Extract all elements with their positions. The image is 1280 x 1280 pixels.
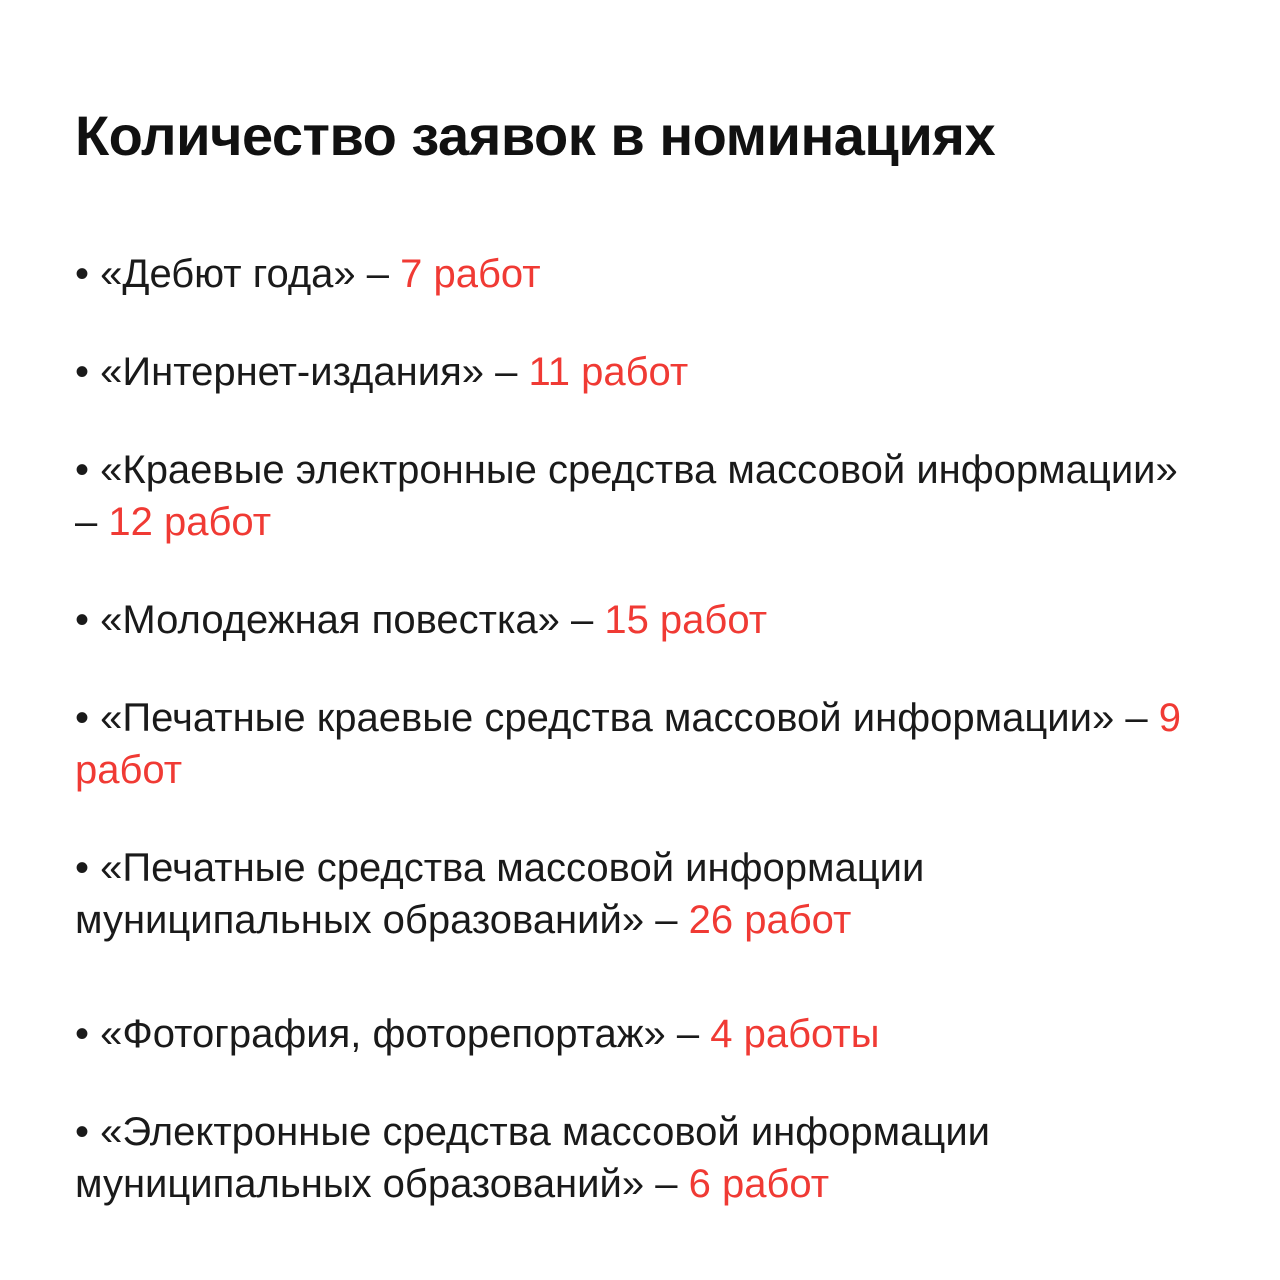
nomination-count: 6 работ xyxy=(688,1162,830,1206)
nomination-label: «Печатные средства массовой информации муниципальных образований» xyxy=(75,846,925,942)
nomination-label: «Дебют года» xyxy=(100,252,356,296)
bullet: • xyxy=(75,598,90,642)
nomination-label: «Фотография, фоторепортаж» xyxy=(100,1012,666,1056)
separator-dash: – xyxy=(655,898,678,942)
nomination-count: 9 работ xyxy=(75,696,1181,792)
separator-dash: – xyxy=(366,252,390,296)
list-item xyxy=(75,842,1205,946)
bullet: • xyxy=(75,448,90,492)
separator-dash: – xyxy=(655,1162,678,1206)
list-item xyxy=(75,594,1205,646)
nomination-count: 12 работ xyxy=(108,500,272,544)
nomination-label: «Интернет-издания» xyxy=(100,350,484,394)
separator-dash: – xyxy=(1125,696,1148,740)
bullet: • xyxy=(75,1110,90,1154)
list-item xyxy=(75,1106,1205,1210)
nomination-label: «Электронные средства массовой информации муниципальных образований» xyxy=(75,1110,991,1206)
separator-dash: – xyxy=(676,1012,700,1056)
nomination-count: 26 работ xyxy=(688,898,852,942)
bullet: • xyxy=(75,846,90,890)
nomination-label: «Молодежная повестка» xyxy=(100,598,560,642)
list-item xyxy=(75,692,1205,796)
nomination-count: 7 работ xyxy=(400,252,541,296)
nomination-count: 4 работы xyxy=(710,1012,880,1056)
nominations-list xyxy=(75,248,1205,1210)
nomination-count: 15 работ xyxy=(604,598,768,642)
separator-dash: – xyxy=(570,598,594,642)
bullet: • xyxy=(75,1012,90,1056)
nomination-label: «Краевые электронные средства массовой информации» xyxy=(100,448,1178,492)
list-item xyxy=(75,1008,1205,1060)
list-item xyxy=(75,346,1205,398)
bullet: • xyxy=(75,350,90,394)
separator-dash: – xyxy=(75,500,98,544)
list-item xyxy=(75,248,1205,300)
page-title: Количество заявок в номинациях xyxy=(75,104,996,167)
list-item xyxy=(75,444,1205,548)
nomination-count: 11 работ xyxy=(528,350,689,394)
bullet: • xyxy=(75,252,90,296)
bullet: • xyxy=(75,696,90,740)
nomination-label: «Печатные краевые средства массовой информации» xyxy=(100,696,1115,740)
separator-dash: – xyxy=(495,350,518,394)
